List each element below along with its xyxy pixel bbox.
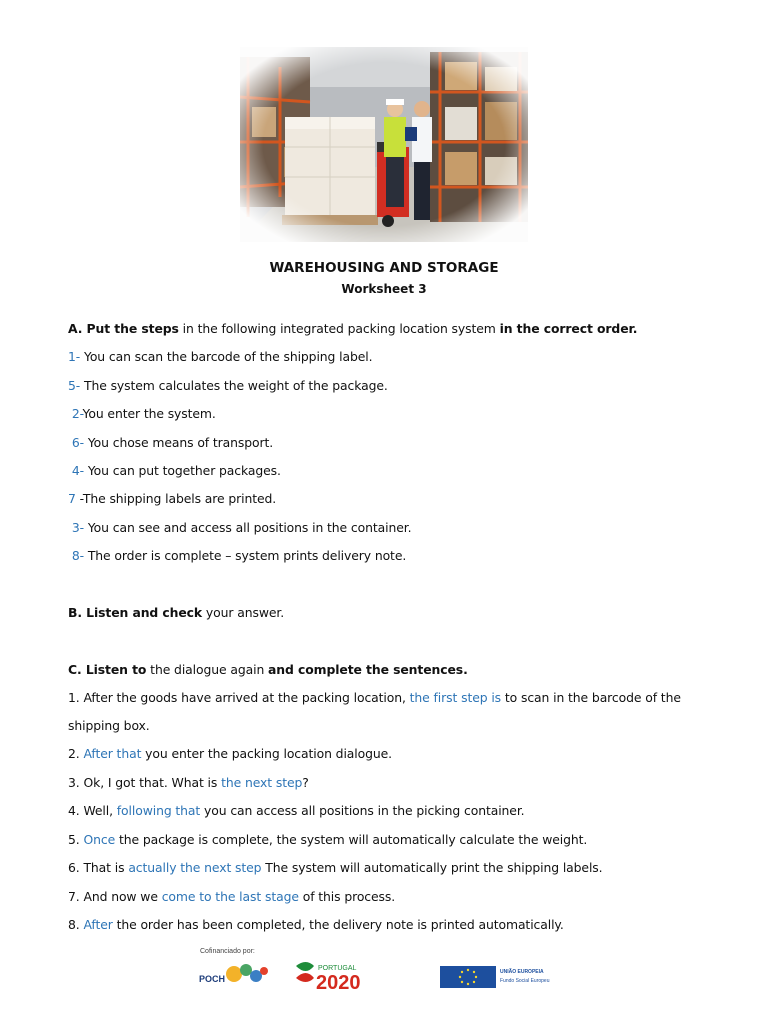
warehouse-photo [240, 47, 528, 242]
step-number: 1- [68, 349, 81, 364]
answer-text: following that [116, 803, 201, 818]
worksheet-title: WAREHOUSING AND STORAGE [269, 260, 499, 276]
sentence-1 [68, 690, 681, 705]
eu-text-1: UNIÃO EUROPEIA [500, 969, 544, 975]
sentence-text: 6. That is [68, 860, 129, 875]
sentence-text: you can access all positions in the picking container. [200, 803, 525, 818]
year-text: 2020 [316, 972, 361, 992]
sentence-text: shipping box. [68, 718, 150, 733]
section-c-heading-bold-end: and complete the sentences. [268, 662, 468, 677]
answer-text: come to the last stage [161, 889, 299, 904]
step-text: You can scan the barcode of the shipping label. [80, 349, 373, 364]
answer-text: After that [83, 746, 142, 761]
step-text: You enter the system. [82, 406, 216, 421]
section-c-heading-bold: C. Listen to [68, 662, 147, 677]
section-b-heading [68, 605, 284, 620]
answer-text: After [83, 917, 113, 932]
sentence-text: of this process. [298, 889, 396, 904]
step-text: You can see and access all positions in the container. [84, 520, 412, 535]
section-c-heading [68, 662, 468, 677]
step-text: You chose means of transport. [84, 435, 274, 450]
worksheet-subtitle: Worksheet 3 [341, 282, 427, 296]
sentence-text: 8. [68, 917, 84, 932]
step-item [68, 435, 273, 450]
section-a-heading-bold: A. Put the steps [68, 321, 179, 336]
poch-text: POCH [199, 974, 226, 984]
step-item [68, 548, 406, 563]
section-a-heading [68, 321, 637, 336]
eu-text-2: Fundo Social Europeu [500, 978, 550, 984]
answer-text: actually the next step [128, 860, 262, 875]
sentence-text: 2. [68, 746, 84, 761]
sentence-text: the order has been completed, the delivery note is printed automatically. [112, 917, 564, 932]
step-item [68, 463, 281, 478]
sentence-4 [68, 803, 525, 818]
section-b-heading-bold: B. Listen and check [68, 605, 203, 620]
sentence-text: the package is complete, the system will automatically calculate the weight. [115, 832, 588, 847]
step-number: 6- [68, 435, 84, 450]
answer-text: the next step [221, 775, 303, 790]
sentence-text: The system will automatically print the shipping labels. [261, 860, 603, 875]
portugal-text: PORTUGAL [318, 965, 357, 972]
sentence-text: 4. Well, [68, 803, 117, 818]
sentence-text: ? [302, 775, 309, 790]
step-text: The system calculates the weight of the package. [80, 378, 388, 393]
sentence-1-continued [68, 718, 150, 733]
step-item [68, 520, 411, 535]
step-item [68, 406, 216, 421]
step-text: -The shipping labels are printed. [79, 491, 277, 506]
step-number: 8- [68, 548, 84, 563]
step-number: 7 [68, 491, 80, 506]
section-a-heading-text: in the following integrated packing location system [178, 321, 500, 336]
section-c-heading-text: the dialogue again [146, 662, 269, 677]
step-number: 5- [68, 378, 81, 393]
step-number: 3- [68, 520, 84, 535]
step-text: The order is complete – system prints delivery note. [84, 548, 407, 563]
sentence-text: 3. Ok, I got that. What is [68, 775, 222, 790]
sentence-3 [68, 775, 309, 790]
funding-logos [196, 944, 562, 992]
step-text: You can put together packages. [84, 463, 281, 478]
step-item [68, 349, 372, 364]
step-number: 2- [68, 406, 83, 421]
sentence-5 [68, 832, 587, 847]
answer-text: the first step is [409, 690, 502, 705]
sentence-2 [68, 746, 392, 761]
sentence-text: 7. And now we [68, 889, 162, 904]
sentence-text: 1. After the goods have arrived at the packing location, [68, 690, 410, 705]
cofinanced-label: Cofinanciado por: [200, 948, 255, 955]
step-number: 4- [68, 463, 84, 478]
sentence-text: you enter the packing location dialogue. [141, 746, 392, 761]
section-b-heading-text: your answer. [202, 605, 285, 620]
sentence-7 [68, 889, 395, 904]
step-item [68, 491, 276, 506]
step-item [68, 378, 388, 393]
sentence-6 [68, 860, 603, 875]
sentence-text: 5. [68, 832, 84, 847]
sentence-8 [68, 917, 564, 932]
sentence-text: to scan in the barcode of the [501, 690, 681, 705]
answer-text: Once [83, 832, 116, 847]
section-a-heading-bold-end: in the correct order. [499, 321, 638, 336]
